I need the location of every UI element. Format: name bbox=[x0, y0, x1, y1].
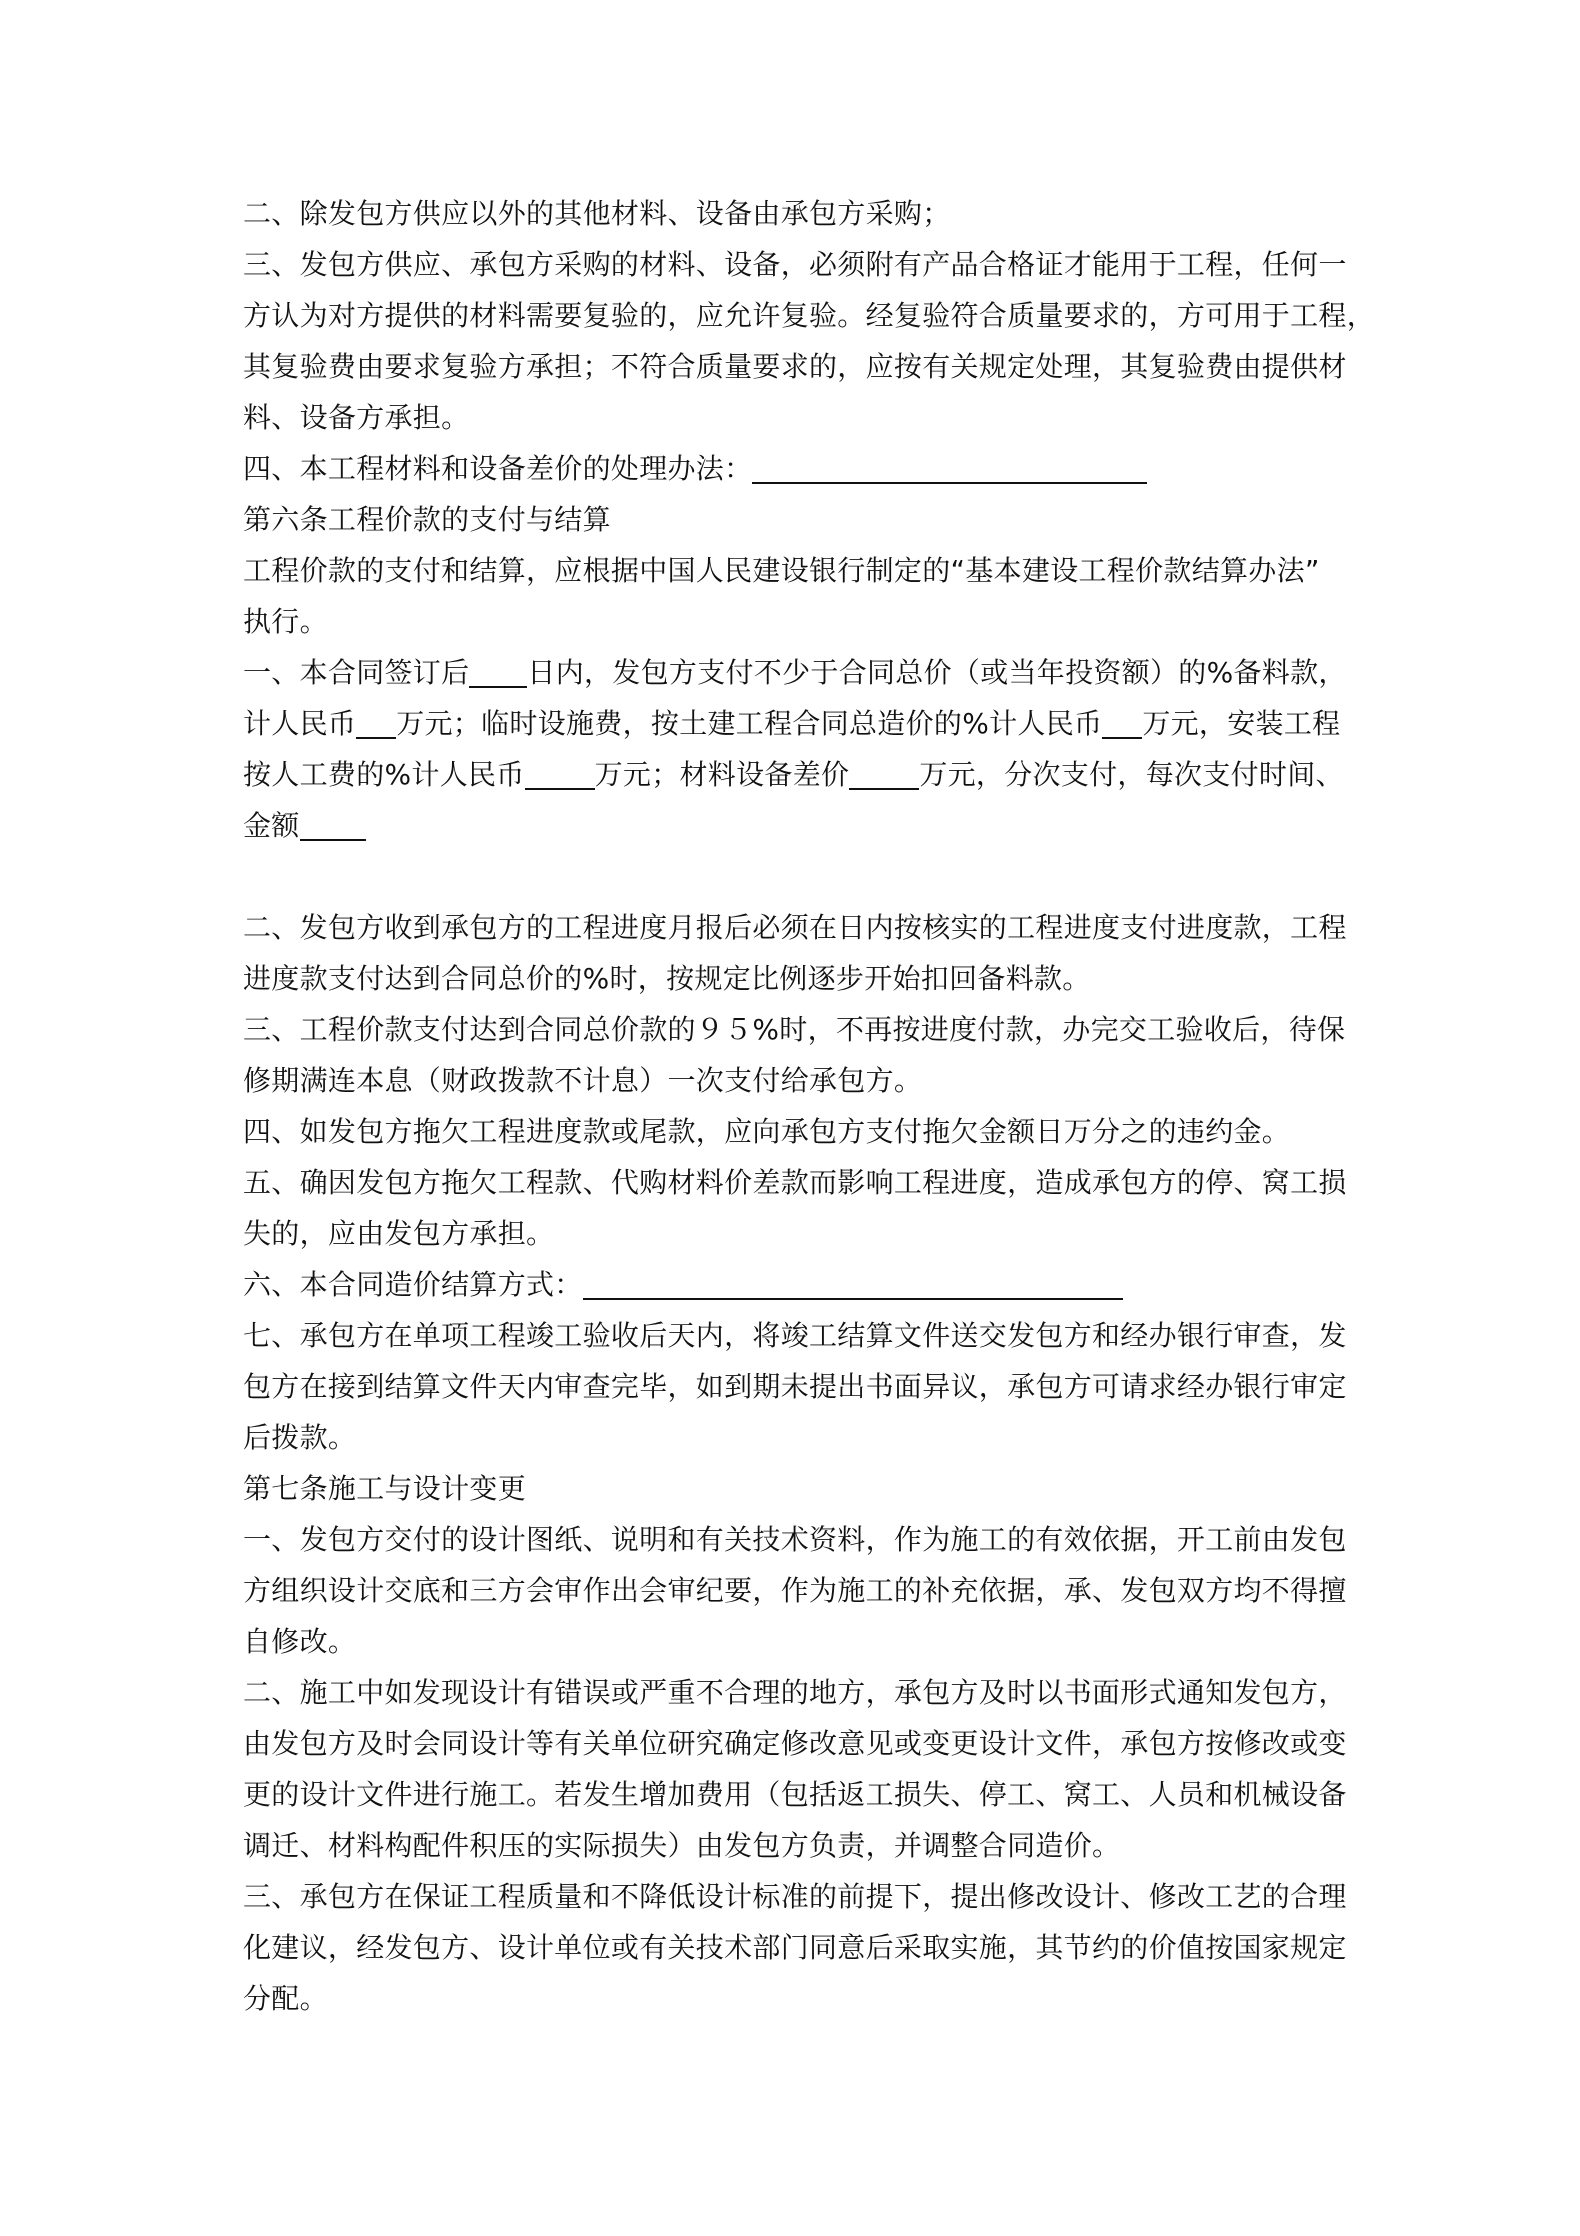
text-line: 其复验费由要求复验方承担；不符合质量要求的，应按有关规定处理，其复验费由提供材 bbox=[243, 350, 1347, 383]
text-line: 包方在接到结算文件天内审查完毕，如到期未提出书面异议，承包方可请求经办银行审定 bbox=[243, 1370, 1347, 1403]
blank-gap bbox=[243, 851, 1343, 902]
text-line: 分配。 bbox=[243, 1982, 328, 2015]
text-line: 更的设计文件进行施工。若发生增加费用（包括返工损失、停工、窝工、人员和机械设备 bbox=[243, 1778, 1347, 1811]
text-line: 料、设备方承担。 bbox=[243, 401, 470, 434]
document-page bbox=[243, 188, 1376, 2024]
fill-in-blank[interactable] bbox=[469, 652, 527, 688]
text-line-with-blank bbox=[243, 647, 1347, 698]
text-line: 化建议，经发包方、设计单位或有关技术部门同意后采取实施，其节约的价值按国家规定 bbox=[243, 1931, 1347, 1964]
text-line: 方组织设计交底和三方会审作出会审纪要，作为施工的补充依据，承、发包双方均不得擅 bbox=[243, 1574, 1347, 1607]
text-segment: 万元；临时设施费，按土建工程合同总造价的%计人民币 bbox=[396, 707, 1103, 740]
fill-in-blank[interactable] bbox=[1102, 703, 1142, 739]
fill-in-blank[interactable] bbox=[300, 805, 366, 841]
text-segment: 按人工费的%计人民币 bbox=[243, 758, 525, 791]
fill-in-blank[interactable] bbox=[356, 703, 396, 739]
text-line-with-blank bbox=[243, 698, 1343, 749]
text-segment: 计人民币 bbox=[243, 707, 357, 740]
text-line: 四、如发包方拖欠工程进度款或尾款，应向承包方支付拖欠金额日万分之的违约金。 bbox=[243, 1115, 1291, 1148]
text-segment: 万元，分次支付，每次支付时间、 bbox=[919, 758, 1344, 791]
text-line-with-blank bbox=[243, 443, 1343, 494]
text-line: 调迁、材料构配件积压的实际损失）由发包方负责，并调整合同造价。 bbox=[243, 1829, 1121, 1862]
text-line: 修期满连本息（财政拨款不计息）一次支付给承包方。 bbox=[243, 1064, 923, 1097]
text-line-with-blank bbox=[243, 1259, 1343, 1310]
fill-in-blank[interactable] bbox=[525, 754, 595, 790]
text-line: 自修改。 bbox=[243, 1625, 357, 1658]
text-line: 二、发包方收到承包方的工程进度月报后必须在日内按核实的工程进度支付进度款，工程 bbox=[243, 911, 1347, 944]
text-line: 二、除发包方供应以外的其他材料、设备由承包方采购； bbox=[243, 197, 951, 230]
text-segment: 金额 bbox=[243, 809, 300, 842]
fill-in-blank[interactable] bbox=[583, 1264, 1123, 1300]
text-line: 工程价款的支付和结算，应根据中国人民建设银行制定的“基本建设工程价款结算办法” bbox=[243, 554, 1320, 587]
text-line: 三、承包方在保证工程质量和不降低设计标准的前提下，提出修改设计、修改工艺的合理 bbox=[243, 1880, 1347, 1913]
text-line: 进度款支付达到合同总价的%时，按规定比例逐步开始扣回备料款。 bbox=[243, 962, 1091, 995]
text-segment: 一、本合同签订后 bbox=[243, 656, 470, 689]
text-segment: 四、本工程材料和设备差价的处理办法： bbox=[243, 452, 753, 485]
text-line: 后拨款。 bbox=[243, 1421, 357, 1454]
text-line: 方认为对方提供的材料需要复验的，应允许复验。经复验符合质量要求的，方可用于工程， bbox=[243, 299, 1376, 332]
text-segment: 万元；材料设备差价 bbox=[594, 758, 850, 791]
text-line: 三、发包方供应、承包方采购的材料、设备，必须附有产品合格证才能用于工程，任何一 bbox=[243, 248, 1347, 281]
text-line-with-blank bbox=[243, 800, 1343, 851]
text-line: 执行。 bbox=[243, 605, 328, 638]
text-segment: 日内，发包方支付不少于合同总价（或当年投资额）的%备料款， bbox=[527, 656, 1347, 689]
text-line: 五、确因发包方拖欠工程款、代购材料价差款而影响工程进度，造成承包方的停、窝工损 bbox=[243, 1166, 1347, 1199]
text-line: 三、工程价款支付达到合同总价款的９５%时，不再按进度付款，办完交工验收后，待保 bbox=[243, 1013, 1346, 1046]
text-line: 七、承包方在单项工程竣工验收后天内，将竣工结算文件送交发包方和经办银行审查，发 bbox=[243, 1319, 1347, 1352]
text-segment: 万元，安装工程 bbox=[1142, 707, 1341, 740]
fill-in-blank[interactable] bbox=[849, 754, 919, 790]
text-line-with-blank bbox=[243, 749, 1343, 800]
section-heading: 第七条施工与设计变更 bbox=[243, 1472, 527, 1505]
section-heading: 第六条工程价款的支付与结算 bbox=[243, 503, 611, 536]
fill-in-blank[interactable] bbox=[752, 448, 1147, 484]
text-line: 由发包方及时会同设计等有关单位研究确定修改意见或变更设计文件，承包方按修改或变 bbox=[243, 1727, 1347, 1760]
text-line: 二、施工中如发现设计有错误或严重不合理的地方，承包方及时以书面形式通知发包方， bbox=[243, 1676, 1347, 1709]
text-line: 一、发包方交付的设计图纸、说明和有关技术资料，作为施工的有效依据，开工前由发包 bbox=[243, 1523, 1347, 1556]
text-line: 失的，应由发包方承担。 bbox=[243, 1217, 555, 1250]
text-segment: 六、本合同造价结算方式： bbox=[243, 1268, 583, 1301]
